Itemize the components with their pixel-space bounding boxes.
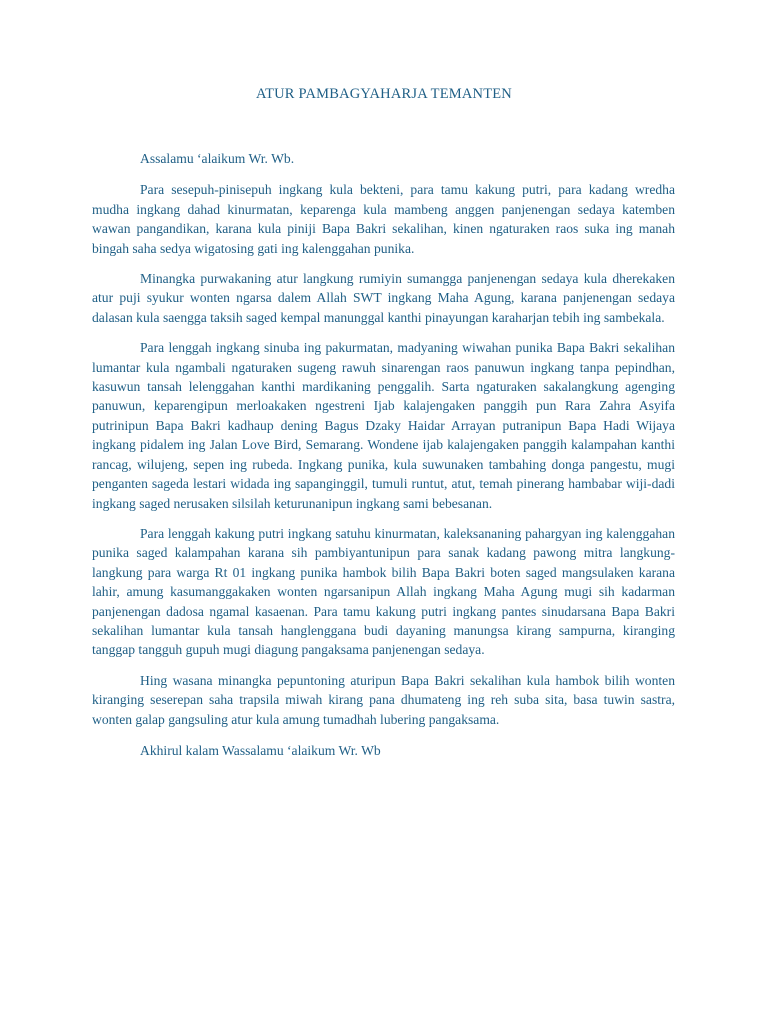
closing: Akhirul kalam Wassalamu ‘alaikum Wr. Wb [140,742,381,758]
paragraph-5: Hing wasana minangka pepuntoning aturipun Bapa Bakri sekalihan kula hambok bilih wonten kiranging seserepan saha trapsila miwah kirang pana dhumateng ing reh suba sita, basa tuwin sastra, wonten galap gangsuling atur kula amung tumadhah lubering pangaksama. [92,672,675,727]
paragraph-2: Minangka purwakaning atur langkung rumiyin sumangga panjenengan sedaya kula dherekaken atur puji syukur wonten ngarsa dalem Allah SWT ingkang Maha Agung, karana panjenengan sedaya dalasan kula saengga taksih saged kempal manunggal kanthi pinayungan karaharjan tebih ing sambekala. [92,271,675,325]
greeting: Assalamu ‘alaikum Wr. Wb. [140,151,295,166]
paragraph-3: Para lenggah ingkang sinuba ing pakurmatan, madyaning wiwahan punika Bapa Bakri sekalihan lumantar kula ngambali ngaturaken sugeng rawuh sinarengan raos panuwun ingkang tanpa pepindhan, kasuwun tansah lelenggahan kanthi mardikaning penggalih. Sarta ngaturaken sakalangkung agenging panuwun, keparengipun merloakaken ngestreni Ijab kalajengaken panggih pun Rara Zahra Asyifa putrinipun Bapa Bakri kadhaup dening Bagus Dzaky Haidar Arrayan putranipun Bapa Hadi Wijaya ingkang pidalem ing Jalan Love Bird, Semarang. Wondene ijab kalajengaken panggih kalampahan kanthi rancag, wilujeng, sepen ing rubeda. Ingkang punika, kula suwunaken tambahing donga pangestu, mugi penganten sageda lestari widada ing sapanginggil, tumuli runtut, atut, temah pinerang hambabar wiji-dadi ingkang saged nerusaken silsilah keturunanipun ingkang sami bebesanan. [92,340,675,511]
paragraph-1: Para sesepuh-pinisepuh ingkang kula bekteni, para tamu kakung putri, para kadang wredha mudha ingkang dahad kinurmatan, keparenga kula mambeng anggen panjenengan sedaya katemben wawan pangandikan, karana kula piniji Bapa Bakri sekalihan, kinen ngaturaken raos suka ing manah bingah saha sedya wigatosing gati ing kalenggahan punika. [92,182,675,256]
document-body [92,149,675,760]
document-title: ATUR PAMBAGYAHARJA TEMANTEN [256,86,512,102]
paragraph-4: Para lenggah kakung putri ingkang satuhu kinurmatan, kaleksananing pahargyan ing kalenggahan punika saged kalampahan karana sih pambiyantunipun para sanak kadang pawong mitra langkung-langkung para warga Rt 01 ingkang punika hambok bilih Bapa Bakri boten saged mangsulaken karana lahir, amung kasumanggakaken wonten ngarsanipun Allah ingkang Maha Agung mugi sih kadarman panjenengan dadosa ngamal kasaenan. Para tamu kakung putri ingkang pantes sinudarsana Bapa Bakri sekalihan lumantar kula tansah hanglenggana budi dayaning manungsa kirang sampurna, kiranging tanggap tangguh gupuh mugi diagung pangaksama panjenengan sedaya. [92,525,675,658]
